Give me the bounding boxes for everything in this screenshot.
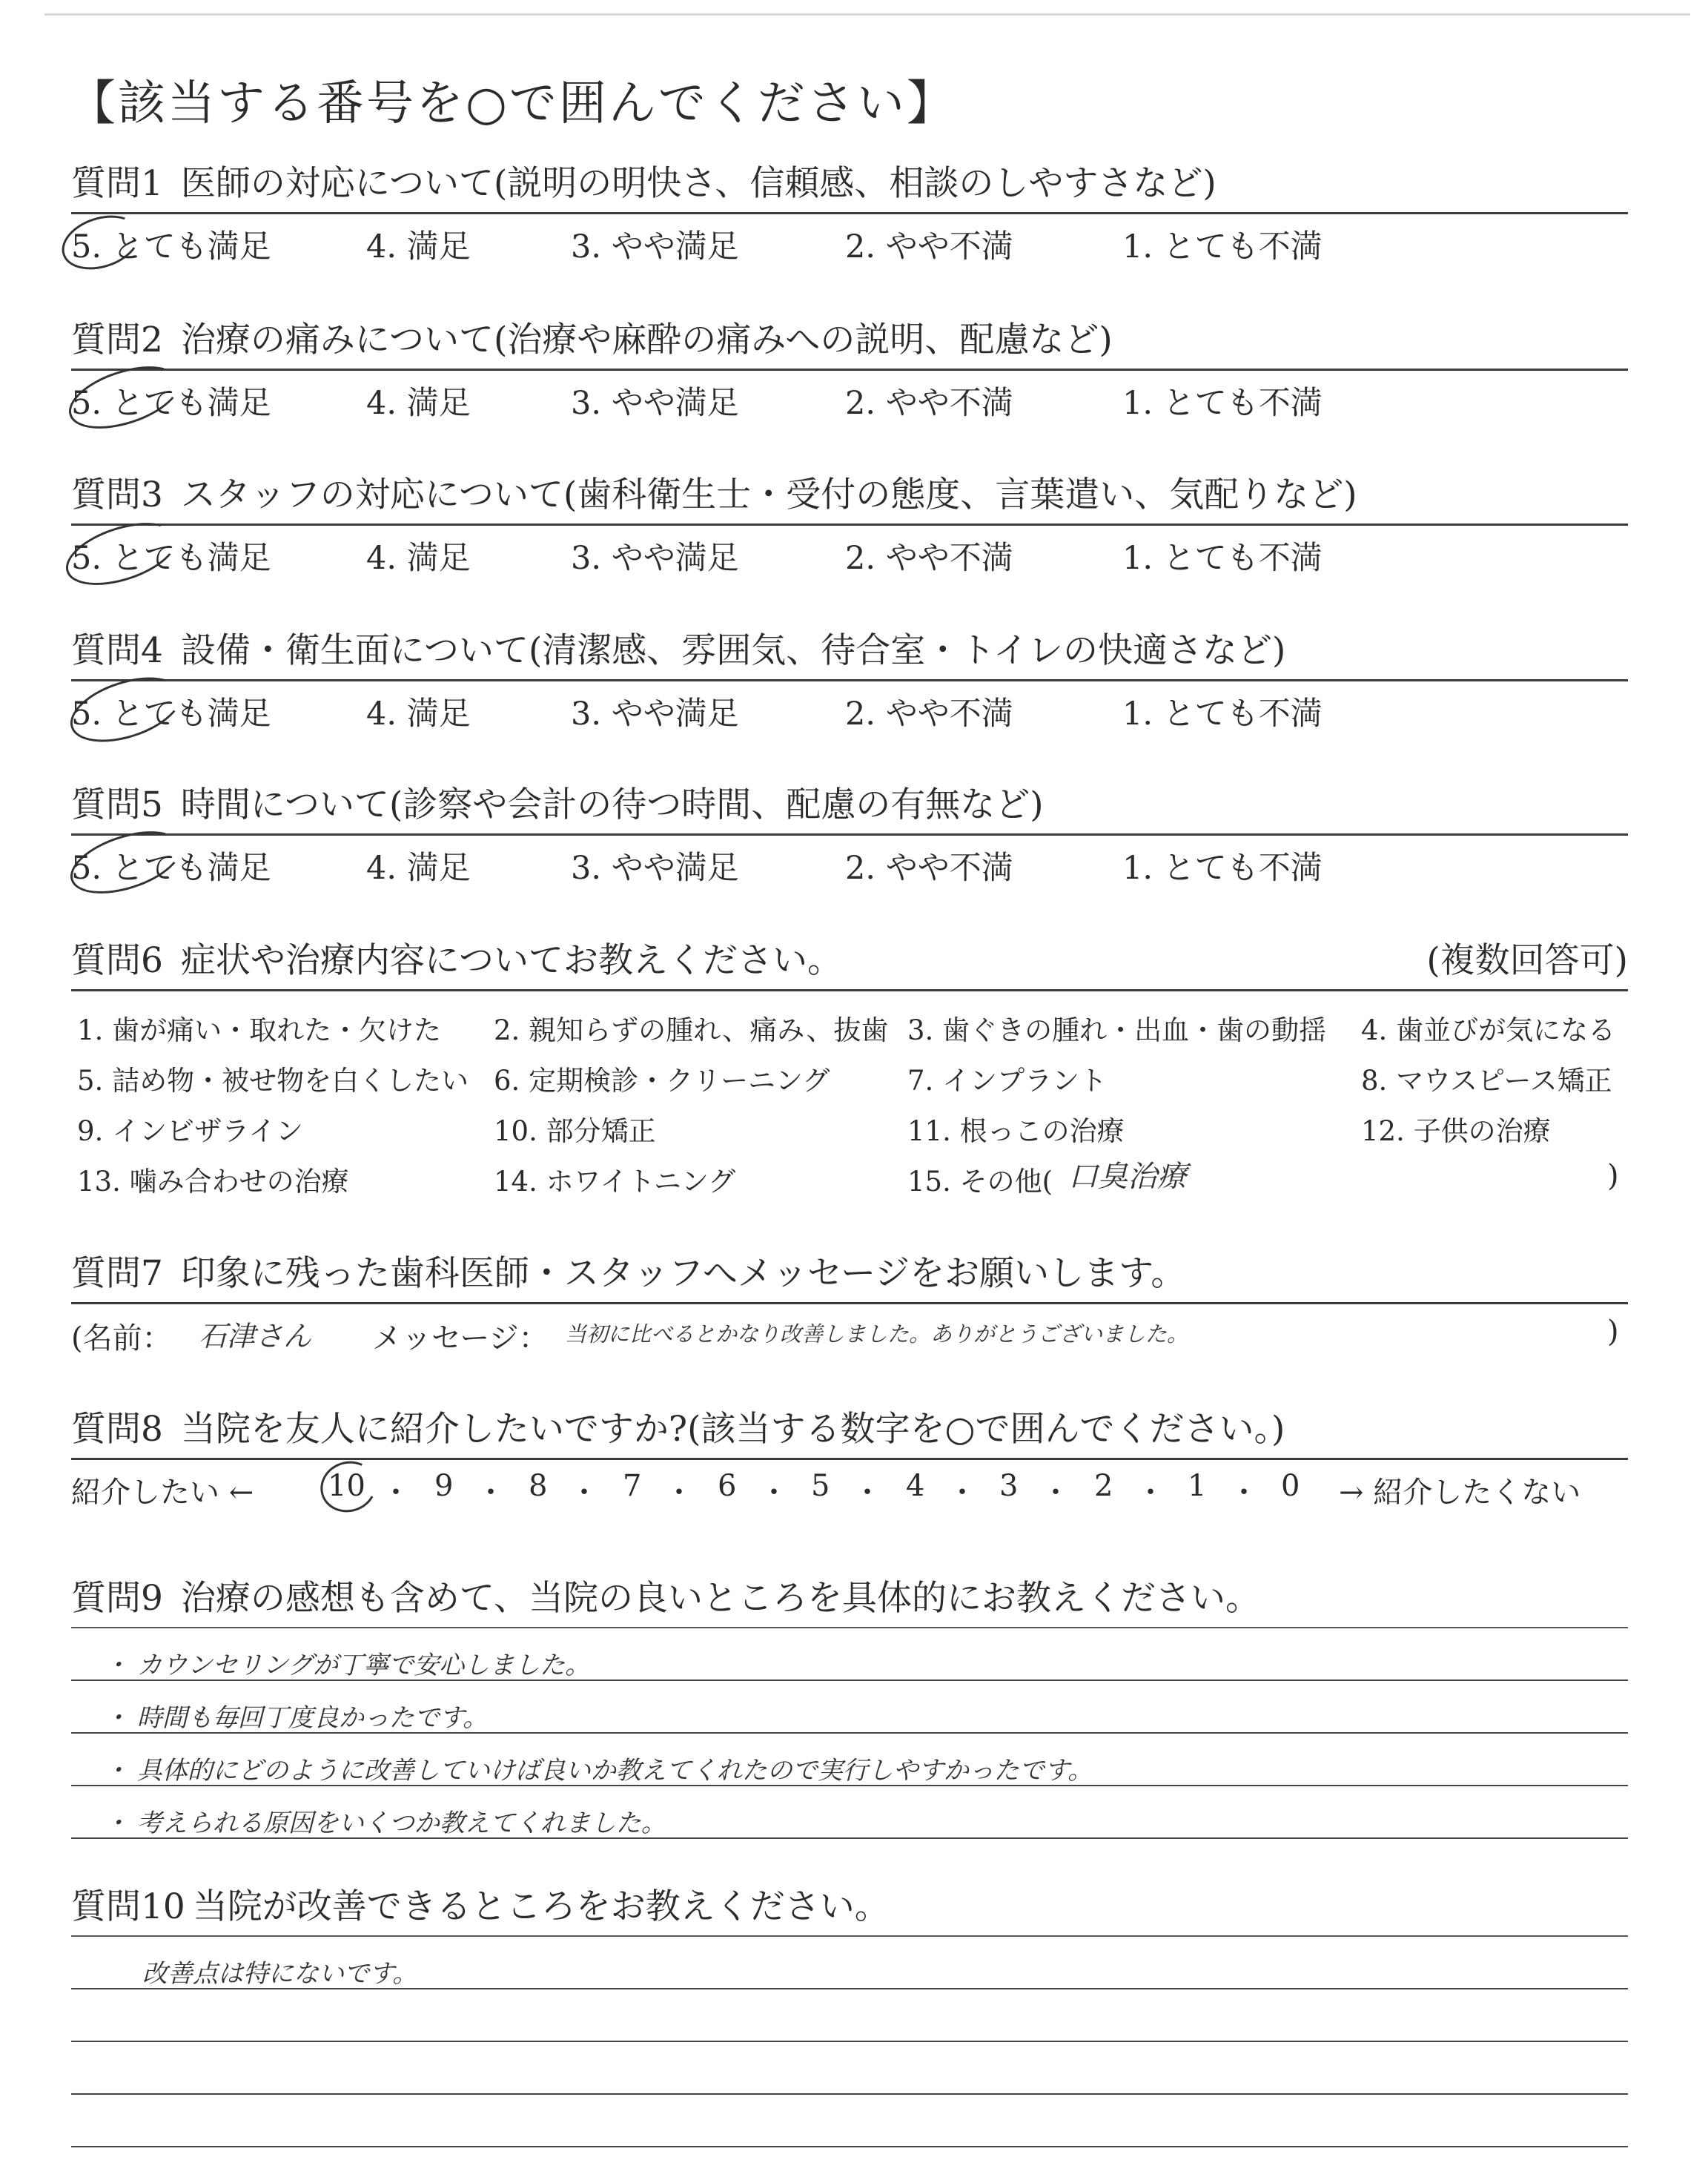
dot-separator: ・ xyxy=(1136,1476,1165,1510)
scale-4[interactable]: 4 xyxy=(906,1469,925,1503)
treatment-option-other[interactable]: 15. その他( xyxy=(907,1166,1053,1198)
question-number: 質問8 xyxy=(71,1409,163,1450)
question-number: 質問5 xyxy=(71,785,163,825)
question-6 xyxy=(71,937,1628,1199)
rating-options xyxy=(71,214,1628,265)
treatment-options xyxy=(71,991,1628,1199)
question-3 xyxy=(71,472,1628,577)
option-1[interactable]: 1. とても不満 xyxy=(1122,696,1323,733)
handwritten-answer: ・ カウンセリングが丁寧で安心しました。 xyxy=(104,1651,591,1680)
option-4[interactable]: 4. 満足 xyxy=(366,696,471,733)
answer-line[interactable] xyxy=(71,1937,1628,1989)
scale-left-label: 紹介したい ← xyxy=(71,1476,254,1510)
option-2[interactable]: 2. やや不満 xyxy=(845,850,1013,887)
question-text: 印象に残った歯科医師・スタッフへメッセージをお願いします。 xyxy=(180,1253,1186,1294)
option-3[interactable]: 3. やや満足 xyxy=(571,540,739,577)
dot-separator: ・ xyxy=(759,1476,789,1510)
option-4[interactable]: 4. 満足 xyxy=(366,540,471,577)
rating-options xyxy=(71,681,1628,733)
question-2 xyxy=(71,317,1628,422)
answer-line[interactable] xyxy=(71,1734,1628,1786)
question-number: 質問4 xyxy=(71,630,163,671)
option-2[interactable]: 2. やや不満 xyxy=(845,696,1013,733)
option-5[interactable]: 5. とても満足 xyxy=(71,696,271,733)
message-label: メッセージ： xyxy=(372,1321,549,1355)
option-5[interactable]: 5. とても満足 xyxy=(71,385,271,422)
question-text: 治療の痛みについて(治療や麻酔の痛みへの説明、配慮など) xyxy=(180,320,1113,360)
treatment-option[interactable]: 6. 定期検診・クリーニング xyxy=(494,1065,830,1097)
treatment-option[interactable]: 10. 部分矯正 xyxy=(494,1115,656,1147)
handwritten-answer: ・ 具体的にどのように改善していけば良いか教えてくれたので実行しやすかったです。 xyxy=(104,1756,1093,1786)
dot-separator: ・ xyxy=(1041,1476,1070,1510)
scale-7[interactable]: 7 xyxy=(623,1469,642,1503)
question-number: 質問10 xyxy=(71,1886,185,1927)
other-answer-handwritten: 口臭治療 xyxy=(1068,1160,1187,1194)
multiple-answer-note: (複数回答可) xyxy=(1426,940,1628,981)
option-3[interactable]: 3. やや満足 xyxy=(571,850,739,887)
scale-3[interactable]: 3 xyxy=(999,1469,1019,1503)
question-text: 時間について(診察や会計の待つ時間、配慮の有無など) xyxy=(180,785,1044,825)
question-text: 当院が改善できるところをお教えください。 xyxy=(192,1886,890,1927)
treatment-option[interactable]: 9. インビザライン xyxy=(77,1115,303,1147)
question-1 xyxy=(71,160,1628,265)
answer-line[interactable] xyxy=(71,2095,1628,2147)
answer-line[interactable] xyxy=(71,1681,1628,1734)
question-number: 質問3 xyxy=(71,475,163,515)
dot-separator: ・ xyxy=(1229,1476,1259,1510)
question-text: 症状や治療内容についてお教えください。 xyxy=(180,940,842,981)
treatment-option[interactable]: 1. 歯が痛い・取れた・欠けた xyxy=(77,1014,442,1046)
name-value[interactable]: 石津さん xyxy=(199,1320,312,1353)
scale-9[interactable]: 9 xyxy=(434,1469,454,1503)
answer-line[interactable] xyxy=(71,2042,1628,2095)
question-9 xyxy=(71,1575,1628,1839)
dot-separator: ・ xyxy=(947,1476,977,1510)
scale-right-label: → 紹介したくない xyxy=(1339,1476,1581,1510)
treatment-option[interactable]: 12. 子供の治療 xyxy=(1361,1115,1551,1147)
question-text: 設備・衛生面について(清潔感、雰囲気、待合室・トイレの快適さなど) xyxy=(180,630,1286,671)
answer-line[interactable] xyxy=(71,1989,1628,2042)
question-8 xyxy=(71,1406,1628,1512)
option-5[interactable]: 5. とても満足 xyxy=(71,850,271,887)
dot-separator: ・ xyxy=(569,1476,599,1510)
question-number: 質問6 xyxy=(71,940,163,981)
rating-options xyxy=(71,371,1628,422)
handwritten-answer: 改善点は特にないです。 xyxy=(142,1959,418,1989)
top-border xyxy=(44,13,1690,16)
handwritten-answer: ・ 考えられる原因をいくつか教えてくれました。 xyxy=(104,1809,666,1838)
treatment-option[interactable]: 5. 詰め物・被せ物を白くしたい xyxy=(77,1065,469,1097)
treatment-option[interactable]: 3. 歯ぐきの腫れ・出血・歯の動揺 xyxy=(907,1014,1327,1046)
scale-10[interactable]: 10 xyxy=(328,1469,365,1503)
treatment-option[interactable]: 14. ホワイトニング xyxy=(494,1166,736,1198)
message-value[interactable]: 当初に比べるとかなり改善しました。ありがとうございました。 xyxy=(565,1321,1189,1347)
question-10 xyxy=(71,1883,1628,2147)
question-text: 当院を友人に紹介したいですか?(該当する数字を○で囲んでください。) xyxy=(180,1409,1285,1450)
option-1[interactable]: 1. とても不満 xyxy=(1122,228,1323,265)
option-5[interactable]: 5. とても満足 xyxy=(71,540,271,577)
option-2[interactable]: 2. やや不満 xyxy=(845,228,1013,265)
question-number: 質問1 xyxy=(71,163,163,204)
option-4[interactable]: 4. 満足 xyxy=(366,850,471,887)
option-2[interactable]: 2. やや不満 xyxy=(845,385,1013,422)
dot-separator: ・ xyxy=(476,1476,506,1510)
handwritten-answer: ・ 時間も毎回丁度良かったです。 xyxy=(104,1703,489,1733)
scale-1[interactable]: 1 xyxy=(1188,1469,1207,1503)
treatment-option[interactable]: 2. 親知らずの腫れ、痛み、抜歯 xyxy=(494,1014,889,1046)
question-number: 質問7 xyxy=(71,1253,163,1294)
dot-separator: ・ xyxy=(664,1476,694,1510)
message-row xyxy=(71,1304,1628,1356)
answer-lines xyxy=(71,1628,1628,1839)
question-number: 質問9 xyxy=(71,1578,163,1619)
option-2[interactable]: 2. やや不満 xyxy=(845,540,1013,577)
treatment-option[interactable]: 13. 噛み合わせの治療 xyxy=(77,1166,349,1198)
question-5 xyxy=(71,782,1628,887)
scale-2[interactable]: 2 xyxy=(1094,1469,1113,1503)
treatment-option[interactable]: 4. 歯並びが気になる xyxy=(1361,1014,1616,1046)
dot-separator: ・ xyxy=(853,1476,882,1510)
recommend-scale xyxy=(71,1460,1628,1512)
option-3[interactable]: 3. やや満足 xyxy=(571,385,739,422)
option-3[interactable]: 3. やや満足 xyxy=(571,696,739,733)
rating-options xyxy=(71,836,1628,887)
question-text: スタッフの対応について(歯科衛生士・受付の態度、言葉遣い、気配りなど) xyxy=(180,475,1357,515)
answer-line[interactable] xyxy=(71,1628,1628,1681)
question-text: 治療の感想も含めて、当院の良いところを具体的にお教えください。 xyxy=(180,1578,1260,1619)
option-1[interactable]: 1. とても不満 xyxy=(1122,850,1323,887)
question-7 xyxy=(71,1250,1628,1356)
option-5[interactable]: 5. とても満足 xyxy=(71,228,271,265)
message-close-paren: ) xyxy=(1607,1315,1619,1349)
option-4[interactable]: 4. 満足 xyxy=(366,228,471,265)
scale-5[interactable]: 5 xyxy=(811,1469,830,1503)
scale-0[interactable]: 0 xyxy=(1281,1469,1300,1503)
option-1[interactable]: 1. とても不満 xyxy=(1122,385,1323,422)
answer-lines xyxy=(71,1937,1628,2147)
treatment-option[interactable]: 8. マウスピース矯正 xyxy=(1361,1065,1612,1097)
question-4 xyxy=(71,627,1628,733)
dot-separator: ・ xyxy=(381,1476,411,1510)
name-label: (名前： xyxy=(71,1321,172,1355)
treatment-option[interactable]: 7. インプラント xyxy=(907,1065,1108,1097)
option-3[interactable]: 3. やや満足 xyxy=(571,228,739,265)
treatment-option[interactable]: 11. 根っこの治療 xyxy=(907,1115,1125,1147)
question-text: 医師の対応について(説明の明快さ、信頼感、相談のしやすさなど) xyxy=(180,163,1217,204)
question-number: 質問2 xyxy=(71,320,163,360)
option-1[interactable]: 1. とても不満 xyxy=(1122,540,1323,577)
answer-line[interactable] xyxy=(71,1786,1628,1839)
option-4[interactable]: 4. 満足 xyxy=(366,385,471,422)
rating-options xyxy=(71,526,1628,577)
scale-8[interactable]: 8 xyxy=(529,1469,548,1503)
page-heading: 【該当する番号を○で囲んでください】 xyxy=(68,76,956,131)
other-close-paren: ) xyxy=(1607,1159,1619,1193)
scale-6[interactable]: 6 xyxy=(718,1469,737,1503)
